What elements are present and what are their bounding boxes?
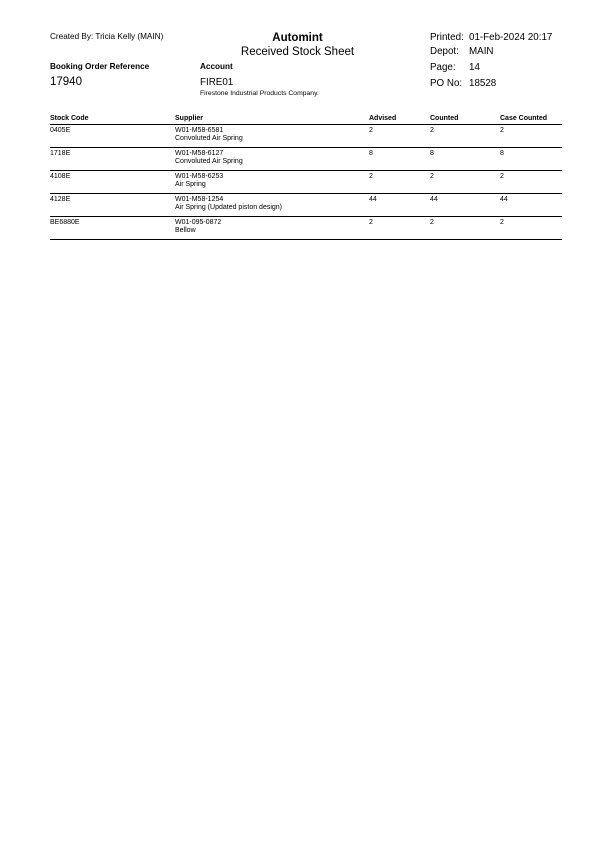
counted-qty: 2 [430,219,434,226]
header-advised: Advised [369,115,397,122]
case-counted-qty: 2 [500,173,504,180]
header-supplier: Supplier [175,115,204,122]
supplier-code: W01-M58-6253 [175,173,224,180]
supplier-code: W01-M58-6581 [175,127,224,134]
advised-qty: 8 [369,150,373,157]
created-by-label: Created By: [50,32,94,41]
advised-qty: 2 [369,173,373,180]
depot-label: Depot: [430,46,459,57]
stock-code: 0405E [50,127,71,134]
booking-ref-value: 17940 [50,76,82,88]
counted-qty: 44 [430,196,438,203]
page-subtitle: Received Stock Sheet [240,46,355,58]
table-row [50,217,562,240]
case-counted-qty: 44 [500,196,508,203]
stock-code: 4128E [50,196,71,203]
table-row [50,125,562,148]
item-description: Air Spring (Updated piston design) [175,204,283,211]
depot-value: MAIN [469,46,494,57]
account-value: FIRE01 [200,77,234,88]
created-by [50,32,163,41]
supplier-code: W01-M58-1254 [175,196,224,203]
counted-qty: 2 [430,173,434,180]
created-by-value: Tricia Kelly (MAIN) [95,32,164,41]
case-counted-qty: 8 [500,150,504,157]
advised-qty: 2 [369,127,373,134]
po-value: 18528 [469,78,497,89]
table-row [50,148,562,171]
stock-code: 4108E [50,173,71,180]
page-title: Automint [272,32,323,44]
account-description: Firestone Industrial Products Company. [200,90,319,97]
stock-table [50,115,562,240]
header-case-counted: Case Counted [500,115,548,122]
counted-qty: 2 [430,127,434,134]
account-label: Account [200,62,233,71]
printed-label: Printed: [430,32,464,43]
po-label: PO No: [430,78,463,89]
stock-code: BE6880E [50,219,80,226]
stock-code: 1718E [50,150,71,157]
case-counted-qty: 2 [500,219,504,226]
item-description: Convoluted Air Spring [175,135,243,142]
page-label: Page: [430,62,456,73]
header-counted: Counted [430,115,459,122]
table-header [50,115,562,125]
header-stock-code: Stock Code [50,115,89,122]
table-row [50,194,562,217]
case-counted-qty: 2 [500,127,504,134]
advised-qty: 44 [369,196,377,203]
item-description: Convoluted Air Spring [175,158,243,165]
page-value: 14 [469,62,480,73]
supplier-code: W01-095-0872 [175,219,222,226]
item-description: Air Spring [175,181,206,188]
item-description: Bellow [175,227,196,234]
counted-qty: 8 [430,150,434,157]
advised-qty: 2 [369,219,373,226]
supplier-code: W01-M58-6127 [175,150,224,157]
booking-ref-label: Booking Order Reference [50,62,150,71]
printed-value: 01-Feb-2024 20:17 [469,32,553,43]
table-row [50,171,562,194]
